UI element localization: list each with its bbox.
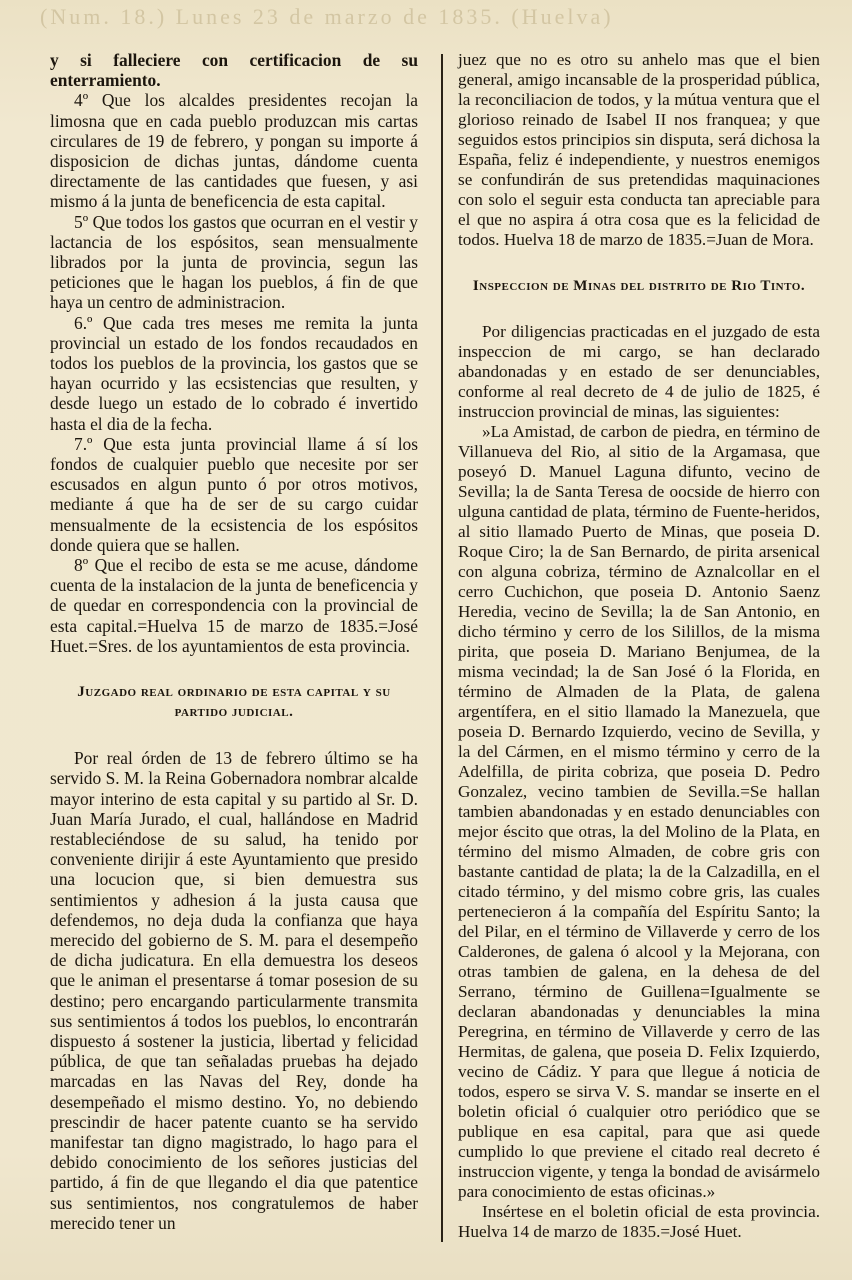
paragraph: juez que no es otro su anhelo mas que el bien general, amigo incansable de la prosperidad pública, la reconciliacion de todos, y la mútua ventura que el glorioso reinado de Isabel II nos franquea; y que seguidos estos principios sin disputa, será dichosa la España, feliz é independiente, y nuestros enemigos se confundirán de sus pretendidas maquinaciones con solo el seguir esta conducta tan apreciable para el que no aspira á otra cosa que es la felicidad de todos. Huelva 18 de marzo de 1835.=Juan de Mora. xyxy=(458,50,820,249)
section-heading: Inspeccion de Minas del distrito de Rio Tinto. xyxy=(472,278,806,294)
column-divider xyxy=(441,54,443,1242)
heading-line: partido judicial. xyxy=(174,704,294,721)
paragraph: Insértese en el boletin oficial de esta provincia. Huelva 14 de marzo de 1835.=José Huet. xyxy=(458,1202,820,1241)
left-column xyxy=(50,50,418,1233)
section-heading xyxy=(50,682,418,722)
heading-line: Juzgado real ordinario de esta capital y su xyxy=(77,684,391,701)
paragraph: »La Amistad, de carbon de piedra, en término de Villanueva del Rio, al sitio de la Argamasa, que poseyó D. Manuel Laguna difunto, vecino de Sevilla; la de Santa Teresa de oocside de hierro con ulguna cantidad de plata, término de Fuente-heridos, al sitio llamado Puerto de Minas, que poseia D. Roque Ciro; la de San Bernardo, de pirita arsenical con alguna cobriza, término de Aznalcollar en el cerro Cuchichon, que poseia D. Antonio Saenz Heredia, vecino de Sevilla; la de San Antonio, en dicho término y cerro de los Silillos, de la misma pirita, que poseia D. Mariano Benjumea, de la misma vecindad; la de San José ó la Florida, en término de Almaden de la Plata, de galena argentífera, en el sitio llamado la Manezuela, que poseia D. Bernardo Izquierdo, vecino de Sevilla, y la del Cármen, en el mismo término y cerro de la Adelfilla, de pirita cobriza, que poseia D. Pedro Gonzalez, vecino tambien de Sevilla.=Se hallan tambien abandonadas y en estado denunciables con mejor éscito que otras, la del Molino de la Plata, en término del mismo Almaden, de cobre gris con bastante cantidad de plata; la de la Calzadilla, en el citado término, y del mismo cobre gris, las cuales pertenecieron á la compañía del Espíritu Santo; la del Pilar, en el término de Villaverde y cerro de los Calderones, de galena ó alcool y la Mejorana, con otras tambien de galena, en la dehesa de del Serrano, término de Guillena=Igualmente se declaran abandonadas y denunciables la mina Peregrina, en término de Villaverde y cerro de las Hermitas, de galena, que poseia D. Felix Izquierdo, vecino de Cádiz. Y para que llegue á noticia de todos, espero se sirva V. S. mandar se inserte en el boletin oficial ó cualquier otro periódico que se publique en esa capital, para que asi quede cumplido lo que previene el citado real decreto é instruccion vigente, y tenga la bondad de avisármelo para conocimiento de estas oficinas.» xyxy=(458,422,820,1201)
paragraph: Por real órden de 13 de febrero último se ha servido S. M. la Reina Gobernadora nombrar alcalde mayor interino de esta capital y su partido al Sr. D. Juan María Jurado, el cual, hallándose en Madrid restableciéndose de su salud, ha tenido por conveniente dirijir á este Ayuntamiento que presido una locucion que, si bien demuestra sus sentimientos y adhesion á la justa causa que defendemos, no deja duda la confianza que haya merecido del gobierno de S. M. para el desempeño de dicha judicatura. En ella demuestra los deseos que le animan el presentarse á tomar posesion de su destino; pero encargando particularmente transmita sus sentimientos á todos los pueblos, lo encontrarán dispuesto á sostener la justicia, libertad y felicidad pública, de que tan señaladas pruebas ha dejado marcadas en las Navas del Rey, donde ha desempeñado el mismo destino. Yo, no debiendo prescindir de hacer patente cuanto se ha servido manifestar tan digno magistrado, lo hago para el debido conocimiento de los señores justicias del partido, á fin de que llegando el dia que patentice sus sentimientos, nos congratulemos de haber merecido tener un xyxy=(50,748,418,1233)
paragraph: 5º Que todos los gastos que ocurran en el vestir y lactancia de los espósitos, sean mensualmente librados por la junta de provincia, segun las peticiones que le hagan los pueblos, á fin de que haya un centro de administracion. xyxy=(50,211,418,313)
running-head: (Num. 18.) Lunes 23 de marzo de 1835. (Huelva) xyxy=(40,4,614,29)
paragraph: 4º Que los alcaldes presidentes recojan la limosna que en cada pueblo produzcan mis cartas circulares de 19 de febrero, y pongan su importe á disposicion de dichas juntas, dándome cuenta directamente de las cantidades que fuesen, y asi mismo á la junta de beneficencia de esta capital. xyxy=(50,90,418,212)
paragraph: y si falleciere con certificacion de su enterramiento. xyxy=(50,50,418,91)
paragraph: Por diligencias practicadas en el juzgado de esta inspeccion de mi cargo, se han declarado abandonadas y en estado de ser denunciables, conforme al real decreto de 4 de julio de 1825, é instruccion provincial de minas, las siguientes: xyxy=(458,322,820,421)
paragraph: 8º Que el recibo de esta se me acuse, dándome cuenta de la instalacion de la junta de beneficencia y de quedar en correspondencia con la provincial de esta capital.=Huelva 15 de marzo de 1835.=José Huet.=Sres. de los ayuntamientos de esta provincia. xyxy=(50,555,418,656)
paragraph: 7.º Que esta junta provincial llame á sí los fondos de cualquier pueblo que necesite por ser escusados en algun punto ó por otros motivos, mediante á que ha de ser de su cargo cuidar mensualmente de la ecsistencia de los espósitos donde quiera que se hallen. xyxy=(50,433,418,555)
paragraph: 6.º Que cada tres meses me remita la junta provincial un estado de los fondos recaudados en todos los pueblos de la provincia, los gastos que se hayan ocurrido y las ecsistencias que resulten, y desde luego un estado de lo cobrado é invertido hasta el dia de la fecha. xyxy=(50,312,418,434)
right-column xyxy=(458,50,820,1242)
